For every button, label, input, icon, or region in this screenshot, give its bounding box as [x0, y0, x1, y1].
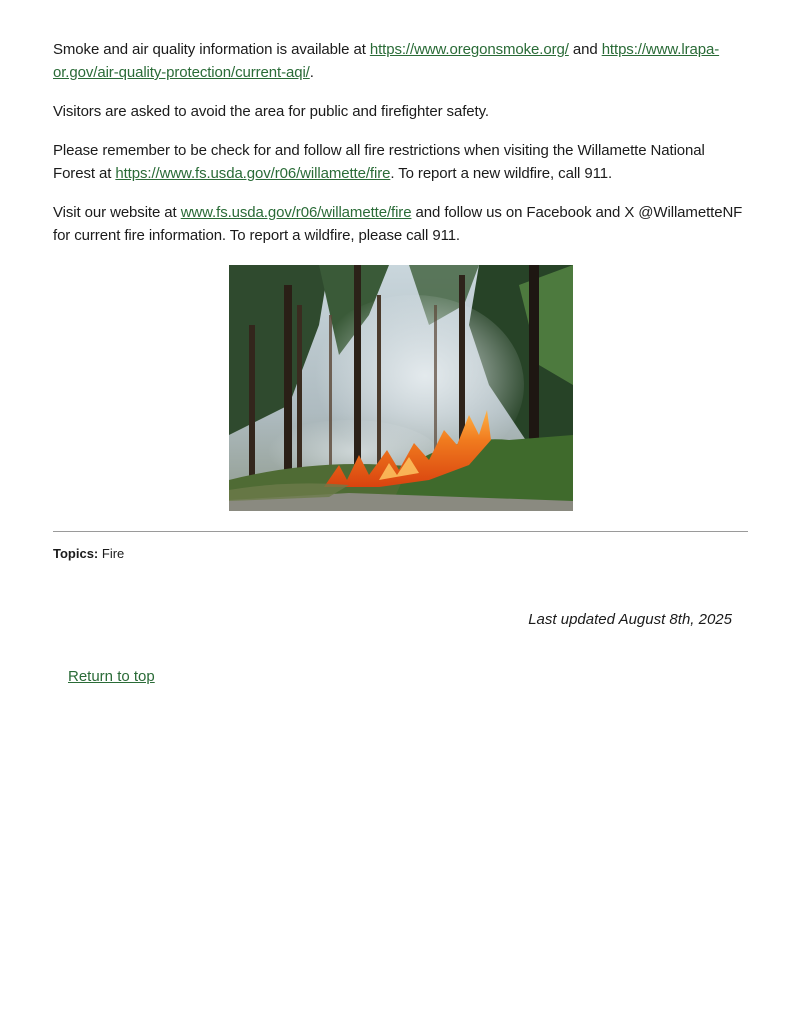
return-to-top-link[interactable]: Return to top — [68, 668, 155, 685]
topics-row — [53, 546, 748, 561]
website-paragraph: Visit our website at www.fs.usda.gov/r06/willamette/fire and follow us on Facebook and X @WillametteNF for current fire information. To report a wildfire, please call 911. — [53, 204, 743, 244]
restrictions-paragraph: Please remember to be check for and follow all fire restrictions when visiting the Willamette National Forest at https://www.fs.usda.gov/r06/willamette/fire. To report a new wildfire, call 911. — [53, 142, 705, 182]
topics-label: Topics: — [53, 546, 99, 561]
lrapa-aqi-link[interactable]: https://www.lrapa-or.gov/air-quality-protection/current-aqi/ — [53, 41, 720, 81]
article-content — [53, 38, 748, 685]
return-to-top-wrap — [53, 668, 748, 685]
divider — [53, 531, 748, 532]
smoke-info-paragraph: Smoke and air quality information is available at https://www.oregonsmoke.org/ and https://www.lrapa-or.gov/air-quality-protection/current-aqi/. — [53, 41, 720, 81]
oregon-smoke-link[interactable]: https://www.oregonsmoke.org/ — [369, 41, 569, 58]
visitors-paragraph: Visitors are asked to avoid the area for public and firefighter safety. — [53, 103, 489, 120]
willamette-fire-link[interactable]: https://www.fs.usda.gov/r06/willamette/fire — [115, 165, 391, 182]
topic-fire: Fire — [101, 546, 125, 561]
photo-container — [53, 265, 748, 516]
last-updated: Last updated August 8th, 2025 — [528, 611, 732, 628]
wildfire-photo — [229, 265, 573, 511]
website-link[interactable]: www.fs.usda.gov/r06/willamette/fire — [180, 204, 412, 221]
